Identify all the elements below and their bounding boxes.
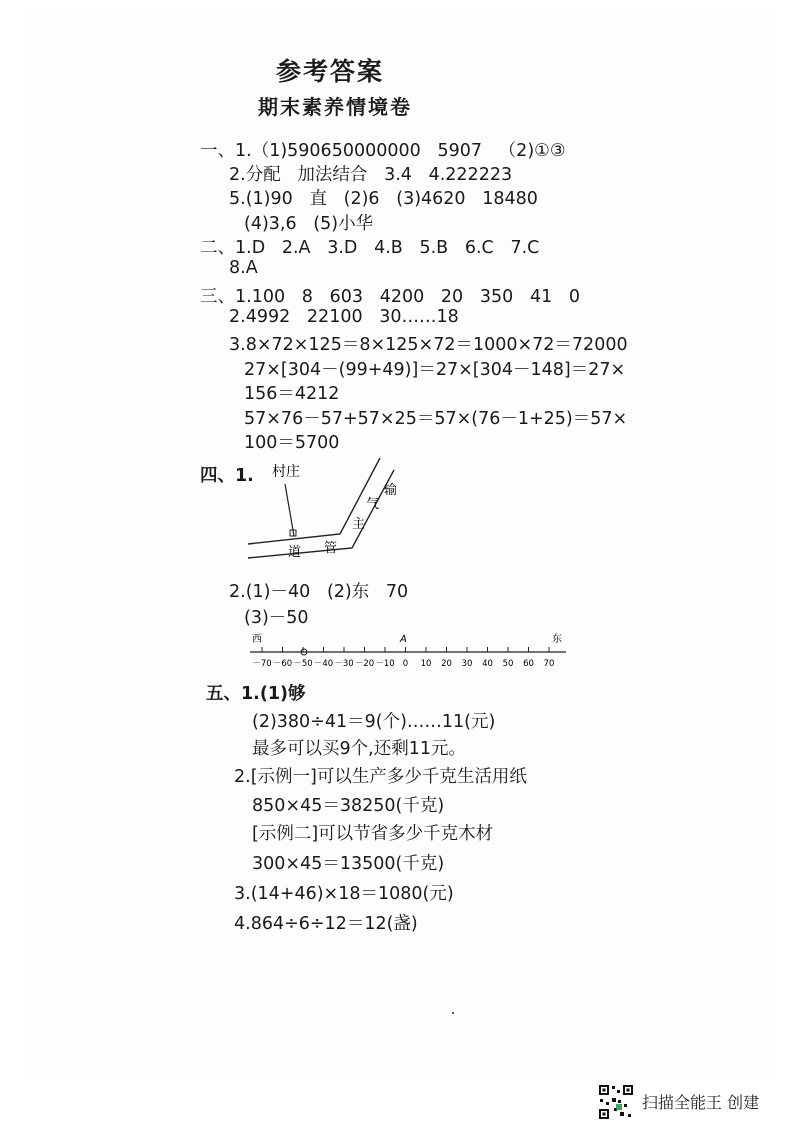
- answer-line-14: 四、1.: [200, 466, 254, 486]
- watermark-text: 扫描全能王 创建: [642, 1093, 760, 1112]
- answer-line-13: 100＝5700: [244, 433, 340, 453]
- pipe-char-1: 输: [384, 483, 398, 498]
- tick-label: 20: [441, 659, 452, 669]
- tick-label: －20: [354, 659, 375, 669]
- answer-line-17: 五、1.(1)够: [206, 684, 306, 704]
- number-line: [248, 630, 568, 672]
- tick-label: 70: [543, 659, 555, 669]
- answer-line-15: 2.(1)－40 (2)东 70: [229, 582, 409, 602]
- answer-line-6: 8.A: [229, 258, 258, 278]
- pipe-char-2: 气: [366, 497, 380, 512]
- answer-line-7: 三、1.100 8 603 4200 20 350 41 0: [200, 287, 581, 307]
- answer-line-23: 300×45＝13500(千克): [252, 854, 445, 874]
- pipe-char-5: 管: [324, 541, 338, 556]
- tick-label: －30: [334, 659, 354, 669]
- answer-line-4: (4)3,6 (5)小华: [244, 214, 374, 234]
- tick-label: 0: [402, 659, 409, 669]
- tick-label: －50: [293, 659, 313, 669]
- tick-label: －60: [272, 659, 293, 669]
- tick-label: －70: [252, 659, 272, 669]
- west-label: 西: [252, 634, 262, 645]
- answer-line-11: 156＝4212: [244, 384, 340, 404]
- tick-label: 40: [482, 659, 493, 669]
- perpendicular-line: [285, 484, 294, 536]
- answer-line-21: 850×45＝38250(千克): [252, 796, 445, 816]
- scan-speck: [452, 1012, 454, 1014]
- answer-line-22: [示例二]可以节省多少千克木材: [252, 824, 494, 844]
- answer-line-8: 2.4992 22100 30……18: [229, 307, 459, 327]
- answer-line-25: 4.864÷6÷12＝12(盏): [234, 914, 418, 934]
- answer-line-20: 2.[示例一]可以生产多少千克生活用纸: [234, 767, 527, 787]
- tick-label: 60: [523, 659, 534, 669]
- tick-label: 50: [502, 659, 514, 669]
- pipe-char-3: 主: [352, 517, 366, 532]
- page-subtitle: 期末素养情境卷: [258, 95, 412, 119]
- answer-line-16: (3)－50: [244, 608, 309, 628]
- pipe-edge-outer: [248, 470, 394, 558]
- answer-line-5: 二、1.D 2.A 3.D 4.B 5.B 6.C 7.C: [200, 238, 540, 258]
- pipe-char-4: 道: [288, 545, 302, 560]
- answer-line-2: 2.分配 加法结合 3.4 4.222223: [229, 165, 513, 185]
- answer-line-12: 57×76－57+57×25＝57×(76－1+25)＝57×: [244, 409, 628, 429]
- pipeline-diagram: [240, 450, 420, 570]
- tick-group: [252, 647, 554, 669]
- point-a-label: A: [400, 634, 407, 645]
- answer-line-9: 3.8×72×125＝8×125×72＝1000×72＝72000: [229, 335, 628, 355]
- answer-line-19: 最多可以买9个,还剩11元。: [252, 739, 466, 759]
- page-title: 参考答案: [276, 57, 385, 86]
- tick-label: 10: [420, 659, 432, 669]
- village-label: 村庄: [272, 464, 300, 480]
- tick-label: －10: [375, 659, 395, 669]
- east-label: 东: [552, 634, 562, 645]
- qr-code-icon: [598, 1084, 634, 1120]
- tick-label: 30: [461, 659, 473, 669]
- answer-line-1: 一、1.（1)590650000000 5907 （2)①③: [200, 141, 566, 161]
- answer-line-24: 3.(14+46)×18＝1080(元): [234, 884, 454, 904]
- answer-line-10: 27×[304－(99+49)]＝27×[304－148]＝27×: [244, 360, 626, 380]
- answer-line-18: (2)380÷41＝9(个)……11(元): [252, 712, 496, 732]
- tick-label: －40: [313, 659, 334, 669]
- answer-line-3: 5.(1)90 直 (2)6 (3)4620 18480: [229, 189, 538, 209]
